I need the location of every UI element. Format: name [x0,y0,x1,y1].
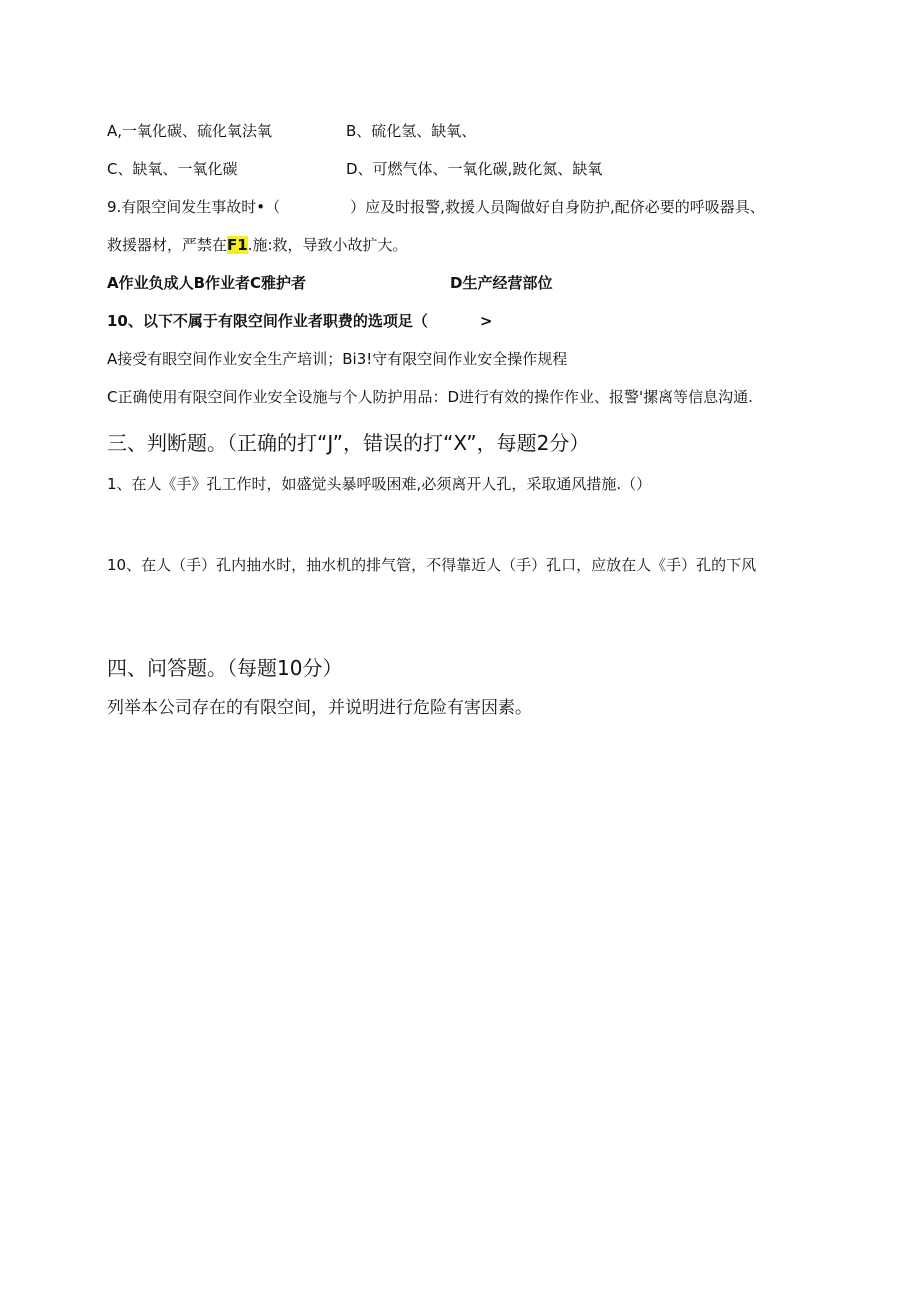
q10-stem-post: > [479,312,493,330]
section3-item-1: 1、在人《手》孔工作时，如盛觉头暴呼吸困难,必须离开人孔，采取通风措施.（） [107,475,652,493]
q9-line2-pre: 救援器材，严禁在 [107,236,228,254]
q10-stem [107,311,492,331]
q10-options-cd: C正确使用有限空间作业安全设施与个人防护用品：D进行有效的操作作业、报警'摞离等信息沟通. [107,388,753,406]
highlight-mark: F1 [227,236,248,254]
q8-option-b: B、硫化氢、缺氧、 [346,122,477,140]
q9-options-abc: A作业负成人B作业者C雅护者 [107,274,307,292]
q9-line2-post: .施:救，导致小故扩大。 [247,236,408,254]
q10-options-ab: A接受有眼空间作业安全生产培训；Bi3!守有限空间作业安全操作规程 [107,350,568,368]
q9-stem-line1 [107,197,765,217]
section4-question: 列举本公司存在的有限空间，并说明进行危险有害因素。 [107,698,532,718]
section4-title: 四、问答题。（每题10分） [107,656,343,680]
q8-option-d: D、可燃气体、一氧化碳,跛化氮、缺氧 [346,160,603,178]
q9-option-d: D生产经营部位 [450,274,553,292]
q9-stem-line2 [107,235,408,255]
q10-stem-pre: 10、以下不属于有限空间作业者职费的选项足（ [107,312,428,330]
section3-title: 三、判断题。（正确的打“J”，错误的打“X”，每题2分） [107,431,590,455]
q8-option-c: C、缺氧、一氧化碳 [107,160,238,178]
q9-stem-pre: 9.有限空间发生事故时•（ [107,198,281,216]
q8-option-a: A,一氧化碳、硫化氧法氧 [107,122,273,140]
section3-item-10: 10、在人（手）孔内抽水时，抽水机的排气管，不得靠近人（手）孔口，应放在人《手）孔的下风 [107,556,757,574]
q9-stem-post: ）应及时报警,救援人员陶做好自身防护,配侪必要的呼吸器具、 [350,198,765,216]
